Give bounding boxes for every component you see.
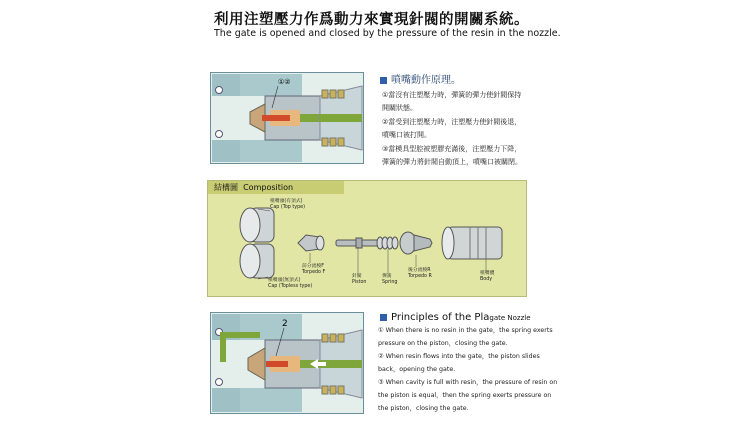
composition-heading: 結構圖 Composition — [208, 181, 344, 194]
composition-panel — [207, 180, 527, 297]
nozzle-principle-line: 開關狀態。 — [382, 104, 417, 112]
principles-line: ② When resin flows into the gate，the piston slides — [378, 353, 540, 360]
principles-line: the piston is equal，then the spring exerts pressure on — [378, 392, 552, 399]
principles-line: back，opening the gate. — [378, 366, 456, 373]
part-label-cap-top: 噴嘴頭(有頂式) Cap (Top type) — [270, 199, 305, 210]
nozzle-principle-line: 噴嘴口被打開。 — [382, 131, 431, 139]
principles-line: pressure on the piston，closing the gate. — [378, 340, 508, 347]
top-diagram-callout: ①② — [278, 78, 291, 86]
nozzle-principle-line: ②當受到注塑壓力時，注塑壓力使針閥後退， — [382, 118, 522, 126]
bullet-square-icon — [380, 77, 387, 84]
nozzle-principle-line: ③當模具型腔被塑膠充滿後，注塑壓力下降， — [382, 145, 522, 153]
principles-heading: Principles of the Plagate Nozzle — [380, 312, 531, 323]
part-label-spring: 彈簧 Spring — [382, 274, 398, 285]
bullet-square-icon — [380, 314, 387, 321]
part-label-cap-topless: 噴嘴頭(無頂式) Cap (Topless type) — [268, 278, 313, 289]
bottom-diagram-callout: 2 — [282, 319, 288, 329]
composition-parts-drawing — [208, 181, 526, 296]
page-title: 利用注塑壓力作爲動力來實現針閥的開關系統。 — [214, 12, 529, 28]
part-label-piston: 針閥 Piston — [352, 274, 367, 285]
nozzle-principle-line: 彈簧的彈力將針閥自動頂上，噴嘴口被關閉。 — [382, 158, 522, 166]
nozzle-principle-line: ①當沒有注塑壓力時，彈簧的彈力使針閥保持 — [382, 91, 522, 99]
principles-line: ① When there is no resin in the gate，the spring exerts — [378, 327, 553, 334]
nozzle-principle-heading: 噴嘴動作原理。 — [380, 71, 461, 86]
nozzle-diagram-bottom — [210, 312, 364, 414]
part-label-torpedo-r: 後分流梭R Torpedo R — [408, 268, 432, 279]
principles-line: ③ When cavity is full with resin，the pressure of resin on — [378, 379, 558, 386]
part-label-torpedo-f: 前分流梭F Torpedo F — [302, 264, 326, 275]
page-subtitle: The gate is opened and closed by the pressure of the resin in the nozzle. — [214, 28, 561, 39]
part-label-body: 噴嘴體 Body — [480, 271, 495, 282]
nozzle-diagram-top — [210, 72, 364, 164]
principles-line: the piston，closing the gate. — [378, 405, 469, 412]
